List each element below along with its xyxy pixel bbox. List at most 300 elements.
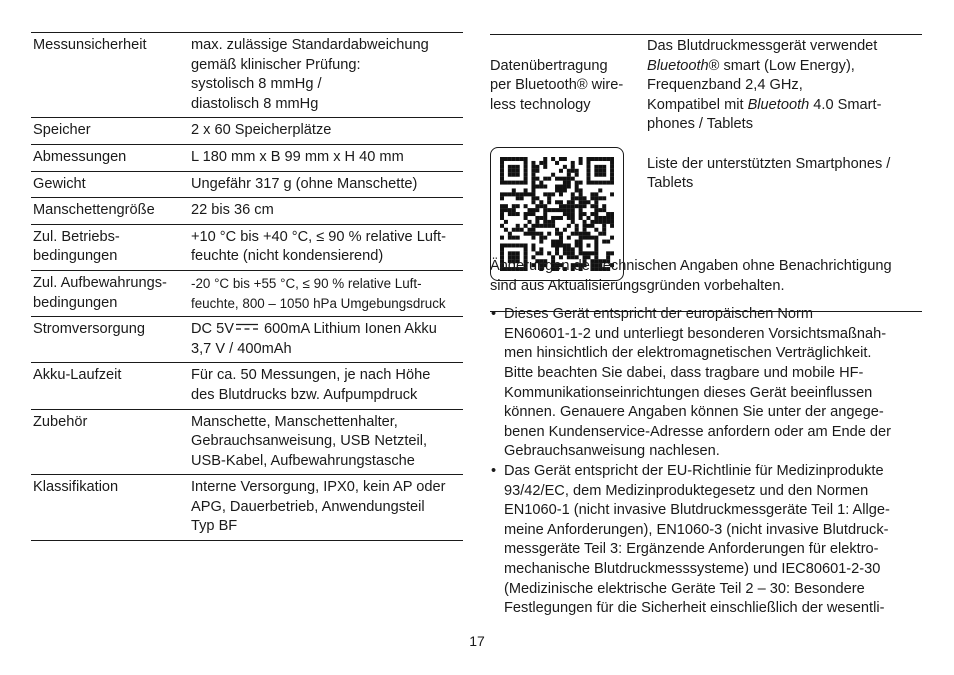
qr-module <box>535 251 539 255</box>
qr-module <box>590 220 594 224</box>
qr-module <box>555 208 559 212</box>
qr-module <box>567 169 571 173</box>
qr-module <box>516 181 520 185</box>
qr-module <box>602 208 606 212</box>
qr-module <box>594 228 598 232</box>
bluetooth-line-4 <box>647 96 922 116</box>
qr-module <box>516 236 520 240</box>
qr-module <box>539 200 543 204</box>
qr-module <box>531 181 535 185</box>
power-voltage: DC 5V <box>191 321 234 338</box>
qr-module <box>531 224 535 228</box>
bluetooth-line-2 <box>647 57 922 77</box>
qr-module <box>567 200 571 204</box>
qr-module <box>555 184 559 188</box>
qr-module <box>586 251 590 255</box>
qr-module <box>594 196 598 200</box>
qr-module <box>610 220 614 224</box>
qr-module <box>543 220 547 224</box>
qr-module <box>555 161 559 165</box>
qr-module <box>579 192 583 196</box>
qr-module <box>563 251 567 255</box>
qr-module <box>508 173 512 177</box>
qr-module <box>594 212 598 216</box>
qr-module <box>504 220 508 224</box>
table-row <box>31 171 463 198</box>
qr-module <box>586 216 590 220</box>
qr-module <box>543 208 547 212</box>
specifications-table <box>31 32 463 541</box>
qr-module <box>559 169 563 173</box>
qr-module <box>586 200 590 204</box>
bullet-icon: • <box>491 306 497 323</box>
qr-module <box>535 196 539 200</box>
qr-module <box>579 161 583 165</box>
qr-module <box>539 251 543 255</box>
qr-module <box>516 165 520 169</box>
qr-module <box>524 181 528 185</box>
qr-module <box>508 251 512 255</box>
qr-module <box>567 224 571 228</box>
qr-module <box>594 243 598 247</box>
qr-module <box>512 173 516 177</box>
spec-value <box>191 317 463 363</box>
qr-module <box>594 204 598 208</box>
qr-module <box>563 165 567 169</box>
qr-module <box>512 157 516 161</box>
bluetooth-word: Bluetooth <box>647 57 709 74</box>
qr-module <box>590 204 594 208</box>
list-item <box>490 462 922 619</box>
qr-module <box>571 161 575 165</box>
qr-module <box>610 165 614 169</box>
qr-module <box>524 216 528 220</box>
qr-module <box>571 220 575 224</box>
qr-module <box>535 165 539 169</box>
qr-module <box>547 224 551 228</box>
qr-module <box>555 177 559 181</box>
qr-module <box>559 157 563 161</box>
qr-module <box>586 161 590 165</box>
qr-module <box>524 177 528 181</box>
qr-module <box>563 181 567 185</box>
qr-module <box>512 165 516 169</box>
qr-module <box>598 220 602 224</box>
qr-module <box>567 251 571 255</box>
qr-module <box>598 173 602 177</box>
qr-module <box>563 208 567 212</box>
qr-module <box>606 216 610 220</box>
qr-module <box>524 157 528 161</box>
qr-module <box>579 204 583 208</box>
spec-label: Akku-Laufzeit <box>31 363 191 409</box>
qr-module <box>583 212 587 216</box>
qr-module <box>567 247 571 251</box>
qr-module <box>535 169 539 173</box>
qr-module <box>528 220 532 224</box>
qr-module <box>551 192 555 196</box>
qr-module <box>524 188 528 192</box>
qr-module <box>500 208 504 212</box>
qr-module <box>594 208 598 212</box>
qr-module <box>590 192 594 196</box>
qr-module <box>563 247 567 251</box>
qr-module <box>610 157 614 161</box>
spec-label: Gewicht <box>31 171 191 198</box>
qr-module <box>563 157 567 161</box>
spec-label: Stromversorgung <box>31 317 191 363</box>
qr-module <box>579 232 583 236</box>
qr-module <box>575 232 579 236</box>
qr-module <box>516 173 520 177</box>
supported-devices-text: Liste der unterstützten Smartphones / Tablets <box>647 155 891 192</box>
bluetooth-line-5: phones / Tablets <box>647 116 754 133</box>
qr-module <box>586 232 590 236</box>
qr-module <box>602 232 606 236</box>
qr-module <box>531 173 535 177</box>
qr-module <box>583 236 587 240</box>
qr-module <box>571 232 575 236</box>
qr-module <box>535 220 539 224</box>
qr-module <box>535 204 539 208</box>
qr-module <box>543 204 547 208</box>
qr-module <box>575 240 579 244</box>
qr-module <box>555 228 559 232</box>
qr-module <box>500 224 504 228</box>
qr-module <box>555 216 559 220</box>
bluetooth-word: Bluetooth <box>747 96 810 113</box>
qr-module <box>547 196 551 200</box>
qr-module <box>590 212 594 216</box>
qr-module <box>594 247 598 251</box>
qr-module <box>524 251 528 255</box>
qr-module <box>512 251 516 255</box>
spec-value: Manschette, Manschettenhalter, Gebrauchsanweisung, USB Netzteil, USB-Kabel, Aufbewahrungstasche <box>191 409 463 475</box>
qr-module <box>579 247 583 251</box>
qr-module <box>500 173 504 177</box>
qr-module <box>602 173 606 177</box>
qr-module <box>575 169 579 173</box>
qr-module <box>579 212 583 216</box>
qr-module <box>594 192 598 196</box>
qr-module <box>583 200 587 204</box>
qr-module <box>508 157 512 161</box>
qr-module <box>555 251 559 255</box>
qr-module <box>551 157 555 161</box>
qr-module <box>504 208 508 212</box>
qr-module <box>559 204 563 208</box>
notes-section <box>490 257 922 619</box>
qr-module <box>555 232 559 236</box>
qr-module <box>500 196 504 200</box>
qr-module <box>579 240 583 244</box>
qr-module <box>602 224 606 228</box>
qr-module <box>571 196 575 200</box>
qr-module <box>594 165 598 169</box>
qr-module <box>579 188 583 192</box>
spec-value: 2 x 60 Speicherplätze <box>191 118 463 145</box>
qr-module <box>516 251 520 255</box>
change-notice: Änderungen der technischen Angaben ohne Benachrichtigung sind aus Aktualisierungsgründen vorbehalten. <box>490 258 892 294</box>
spec-label: Zul. Aufbewahrungs- bedingungen <box>31 270 191 316</box>
qr-module <box>594 157 598 161</box>
qr-module <box>524 173 528 177</box>
qr-module <box>524 161 528 165</box>
qr-module <box>551 224 555 228</box>
qr-module <box>520 228 524 232</box>
qr-module <box>539 216 543 220</box>
qr-module <box>563 228 567 232</box>
qr-module <box>500 204 504 208</box>
qr-module <box>590 251 594 255</box>
qr-module <box>559 243 563 247</box>
spec-label: Abmessungen <box>31 144 191 171</box>
qr-module <box>547 177 551 181</box>
qr-module <box>500 177 504 181</box>
qr-module <box>579 236 583 240</box>
qr-module <box>590 224 594 228</box>
qr-module <box>539 224 543 228</box>
qr-module <box>512 204 516 208</box>
qr-module <box>531 184 535 188</box>
qr-module <box>579 208 583 212</box>
list-item-text: Dieses Gerät entspricht der europäischen Norm EN60601-1-2 und unterliegt besonderen Vorsichtsmaßnah- men hinsichtlich der elektromagnetischen Verträglichkeit. Bitte beachten Sie dabei, dass tragbare und mobile HF- Kommunikationseinrichtungen dieses Gerät beeinflussen können. Genauere Angaben können Sie unter der angege- benen Kundenservice-Adresse anfordern oder am Ende der Gebrauchsanweisung nachlesen. <box>504 306 891 460</box>
qr-module <box>535 216 539 220</box>
qr-module <box>551 243 555 247</box>
qr-module <box>531 236 535 240</box>
qr-module <box>547 232 551 236</box>
qr-module <box>598 165 602 169</box>
qr-module <box>531 208 535 212</box>
qr-module <box>543 212 547 216</box>
qr-module <box>571 208 575 212</box>
qr-module <box>598 232 602 236</box>
table-row <box>31 118 463 145</box>
qr-module <box>610 236 614 240</box>
qr-module <box>559 232 563 236</box>
qr-module <box>610 173 614 177</box>
qr-module <box>594 216 598 220</box>
qr-module <box>571 216 575 220</box>
qr-module <box>602 240 606 244</box>
qr-module <box>583 204 587 208</box>
qr-module <box>539 247 543 251</box>
qr-module <box>598 208 602 212</box>
page-number: 17 <box>469 633 485 649</box>
qr-module <box>504 228 508 232</box>
qr-module <box>539 236 543 240</box>
qr-module <box>524 192 528 196</box>
qr-module <box>531 177 535 181</box>
qr-module <box>610 161 614 165</box>
qr-module <box>610 212 614 216</box>
qr-module <box>606 240 610 244</box>
spec-value: 22 bis 36 cm <box>191 198 463 225</box>
qr-module <box>602 204 606 208</box>
qr-module <box>559 208 563 212</box>
qr-module <box>539 232 543 236</box>
qr-module <box>516 192 520 196</box>
qr-module <box>551 216 555 220</box>
qr-module <box>563 177 567 181</box>
qr-module <box>508 165 512 169</box>
qr-module <box>520 181 524 185</box>
qr-module <box>575 243 579 247</box>
qr-module <box>575 184 579 188</box>
qr-module <box>512 243 516 247</box>
spec-value: Interne Versorgung, IPX0, kein AP oder APG, Dauerbetrieb, Anwendungsteil Typ BF <box>191 475 463 541</box>
qr-module <box>531 161 535 165</box>
qr-module <box>500 192 504 196</box>
qr-module <box>500 181 504 185</box>
qr-module <box>598 196 602 200</box>
compat-text: Kompatibel mit <box>647 96 748 113</box>
qr-module <box>602 196 606 200</box>
qr-module <box>512 192 516 196</box>
qr-module <box>539 181 543 185</box>
qr-module <box>500 236 504 240</box>
qr-module <box>524 224 528 228</box>
qr-module <box>528 208 532 212</box>
spec-value: max. zulässige Standardabweichung gemäß klinischer Prüfung: systolisch 8 mmHg / diastolisch 8 mmHg <box>191 33 463 118</box>
qr-module <box>567 208 571 212</box>
qr-module <box>602 165 606 169</box>
qr-module <box>610 181 614 185</box>
qr-module <box>524 169 528 173</box>
qr-module <box>571 212 575 216</box>
qr-module <box>575 204 579 208</box>
qr-module <box>516 228 520 232</box>
qr-module <box>602 181 606 185</box>
qr-module <box>504 243 508 247</box>
qr-module <box>516 196 520 200</box>
bluetooth-smart-text: ® smart (Low Energy), <box>708 57 855 74</box>
qr-module <box>563 184 567 188</box>
qr-module <box>551 220 555 224</box>
qr-module <box>500 247 504 251</box>
qr-module <box>547 251 551 255</box>
qr-module <box>531 165 535 169</box>
qr-module <box>524 232 528 236</box>
table-row <box>31 144 463 171</box>
qr-module <box>500 169 504 173</box>
bluetooth-label: Datenübertragung per Bluetooth® wire- less technology <box>490 57 624 113</box>
qr-module <box>524 204 528 208</box>
qr-module <box>539 184 543 188</box>
qr-module <box>590 196 594 200</box>
qr-module <box>567 177 571 181</box>
qr-module <box>547 200 551 204</box>
qr-module <box>590 181 594 185</box>
qr-module <box>586 165 590 169</box>
qr-module <box>583 196 587 200</box>
qr-module <box>500 216 504 220</box>
qr-module <box>606 157 610 161</box>
qr-module <box>602 157 606 161</box>
qr-module <box>508 232 512 236</box>
qr-module <box>508 169 512 173</box>
qr-module <box>516 243 520 247</box>
qr-module <box>598 157 602 161</box>
bluetooth-line-1: Das Blutdruckmessgerät verwendet <box>647 38 878 54</box>
spec-value: -20 °C bis +55 °C, ≤ 90 % relative Luft- feuchte, 800 – 1050 hPa Umgebungsdruck <box>191 270 463 316</box>
qr-module <box>598 216 602 220</box>
qr-module <box>610 224 614 228</box>
qr-module <box>598 169 602 173</box>
qr-module <box>543 192 547 196</box>
qr-module <box>610 192 614 196</box>
qr-module <box>551 208 555 212</box>
qr-module <box>508 236 512 240</box>
spec-value: Ungefähr 317 g (ohne Manschette) <box>191 171 463 198</box>
qr-module <box>531 196 535 200</box>
qr-module <box>598 188 602 192</box>
qr-module <box>512 181 516 185</box>
qr-module <box>579 216 583 220</box>
qr-module <box>567 173 571 177</box>
qr-module <box>500 165 504 169</box>
qr-module <box>559 240 563 244</box>
list-item <box>490 305 922 462</box>
qr-module <box>539 240 543 244</box>
qr-module <box>531 247 535 251</box>
qr-module <box>586 224 590 228</box>
qr-module <box>594 200 598 204</box>
qr-module <box>590 236 594 240</box>
qr-module <box>571 204 575 208</box>
qr-module <box>563 243 567 247</box>
qr-module <box>512 212 516 216</box>
spec-label: Messunsicherheit <box>31 33 191 118</box>
qr-module <box>555 247 559 251</box>
spec-label: Klassifikation <box>31 475 191 541</box>
qr-module <box>543 161 547 165</box>
qr-module <box>551 240 555 244</box>
power-battery: 600mA Lithium Ionen Akku 3,7 V / 400mAh <box>191 321 437 357</box>
qr-module <box>508 181 512 185</box>
qr-module <box>602 220 606 224</box>
qr-module <box>508 212 512 216</box>
qr-module <box>579 243 583 247</box>
qr-module <box>531 188 535 192</box>
qr-module <box>606 212 610 216</box>
qr-module <box>516 169 520 173</box>
qr-module <box>583 228 587 232</box>
qr-module <box>571 251 575 255</box>
qr-module <box>571 200 575 204</box>
list-item-text: Das Gerät entspricht der EU-Richtlinie für Medizinprodukte 93/42/EC, dem Medizinproduktegesetz und den Normen EN1060-1 (nicht invasive Blutdruckmessgeräte Teil 1: Allge- meine Anforderungen), EN1060-3 (nicht invasive Blutdruck- messgeräte Teil 3: Ergänzende Anforderungen für elektro- mechanische Blutdruckmesssysteme) und IEC80601-2-30 (Medizinische elektrische Geräte Teil 2 – 30: Besondere Festlegungen für die Sicherheit einschließlich der wesentli- <box>504 462 890 617</box>
qr-module <box>594 169 598 173</box>
qr-module <box>531 169 535 173</box>
qr-module <box>512 208 516 212</box>
qr-module <box>512 188 516 192</box>
qr-module <box>594 236 598 240</box>
qr-module <box>586 181 590 185</box>
qr-module <box>531 200 535 204</box>
table-row <box>31 270 463 316</box>
qr-module <box>547 220 551 224</box>
qr-module <box>543 216 547 220</box>
qr-module <box>559 192 563 196</box>
qr-code-icon <box>500 157 614 271</box>
qr-module <box>543 157 547 161</box>
qr-module <box>567 181 571 185</box>
dc-symbol-icon <box>236 323 258 331</box>
qr-module <box>602 228 606 232</box>
qr-module <box>610 216 614 220</box>
qr-module <box>606 220 610 224</box>
spec-label: Zul. Betriebs- bedingungen <box>31 224 191 270</box>
